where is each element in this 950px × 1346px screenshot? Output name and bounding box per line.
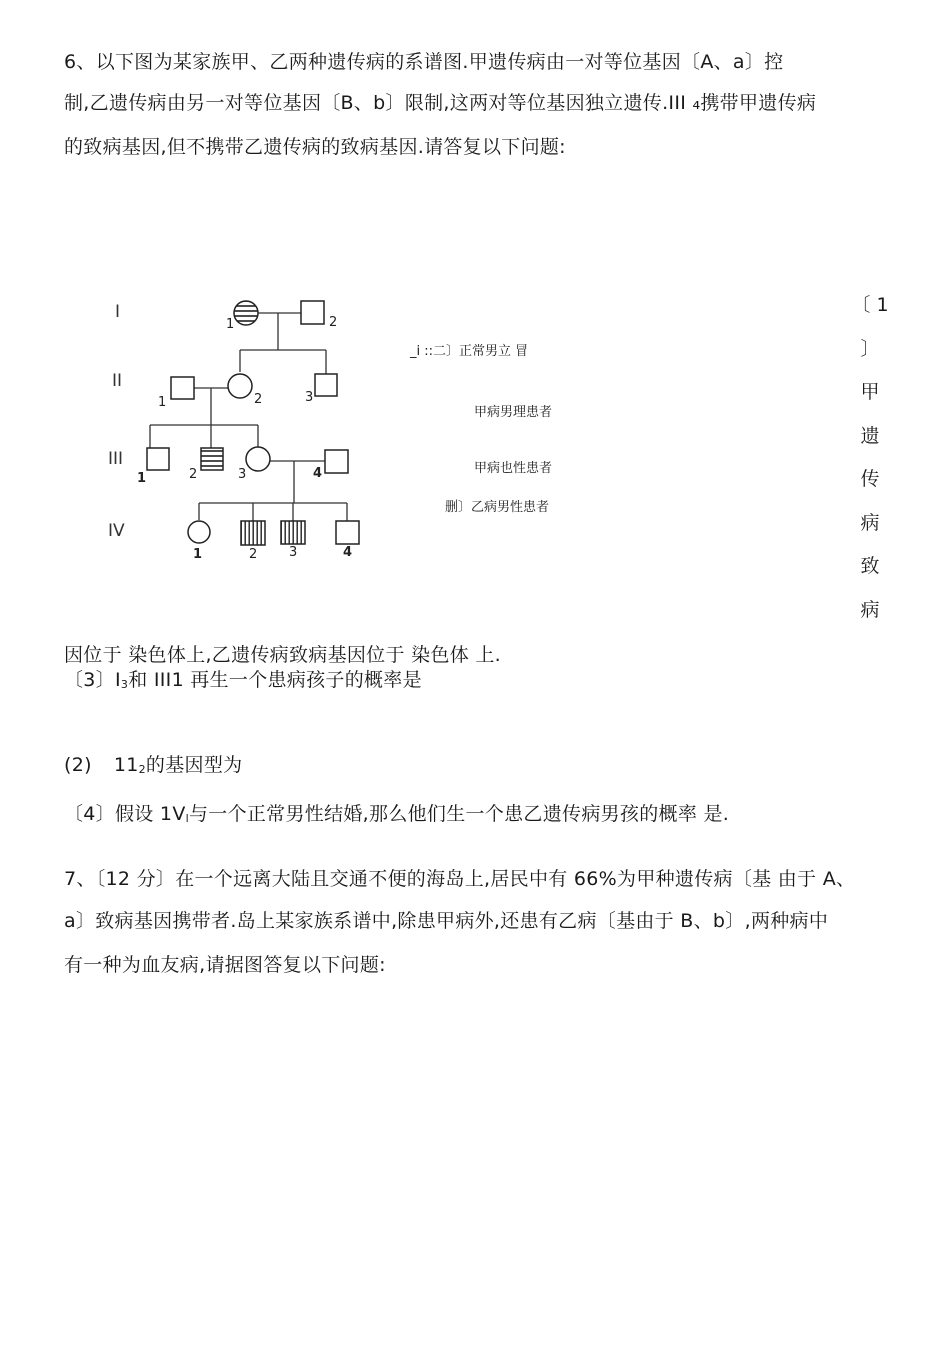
legend-normal: _i ::二〕正常男立 冒 xyxy=(410,344,529,359)
side-char-5: 病 xyxy=(860,511,880,534)
gen-label-II: II xyxy=(112,371,123,391)
q3-line xyxy=(64,665,422,692)
II-3-male-normal xyxy=(315,374,337,396)
q7-line-1: 7、〔12 分〕在一个远离大陆且交通不便的海岛上,居民中有 66%为甲种遗传病〔基 由于 A、 xyxy=(64,868,856,890)
q2-label: (2) xyxy=(64,754,92,776)
side-char-3: 遗 xyxy=(860,424,880,447)
q6-line-2: 制,乙遗传病由另一对等位基因〔B、b〕限制,这两对等位基因独立遗传.III ₄携带甲遗传病 xyxy=(64,92,817,114)
III-1-male-normal xyxy=(147,448,169,470)
label-III-4: 4 xyxy=(313,466,323,481)
legend-female-a: 甲病也性患者 xyxy=(474,461,553,476)
side-char-1: 〔 1 xyxy=(851,294,889,316)
label-IV-4: 4 xyxy=(343,545,353,560)
q3-sub: 3 xyxy=(120,678,129,691)
side-char-2: 〕 甲 xyxy=(860,337,880,403)
label-II-1: 1 xyxy=(158,395,167,410)
q4-rest: 与一个正常男性结婚,那么他们生一个患乙遗传病男孩的概率 是. xyxy=(188,803,730,825)
label-III-1: 1 xyxy=(137,471,147,486)
II-1-male-normal xyxy=(171,377,194,399)
label-II-3: 3 xyxy=(305,390,314,405)
q3-prefix: 〔3〕I xyxy=(64,669,121,691)
answer-line-1: 因位于 染色体上,乙遗传病致病基因位于 染色体 上. xyxy=(64,644,501,666)
legend-male-a: 甲病男理患者 xyxy=(474,405,553,420)
label-II-2: 2 xyxy=(254,392,263,407)
gen-label-IV: IV xyxy=(108,521,125,541)
q6-line-1: 6、以下图为某家族甲、乙两种遗传病的系谱图.甲遗传病由一对等位基因〔A、a〕控 xyxy=(64,51,784,73)
IV-3-male-affected-b xyxy=(281,521,305,544)
IV-1-female-normal xyxy=(188,521,210,543)
IV-4-male-normal xyxy=(336,521,359,544)
q2-rest: 的基因型为 xyxy=(145,754,243,776)
q4-sub: l xyxy=(185,812,189,825)
I-2-male-normal xyxy=(301,301,324,324)
label-III-3: 3 xyxy=(238,467,247,482)
gen-label-III: III xyxy=(108,449,124,469)
IV-2-male-affected-b xyxy=(241,521,265,545)
label-I-2: 2 xyxy=(329,315,338,330)
q3-rest: 和 III1 再生一个患病孩子的概率是 xyxy=(128,669,422,691)
side-char-7: 病 xyxy=(860,598,880,621)
label-IV-2: 2 xyxy=(249,547,258,562)
q6-line-3: 的致病基因,但不携带乙遗传病的致病基因.请答复以下问题: xyxy=(64,136,566,158)
q7-line-2: a〕致病基因携带者.岛上某家族系谱中,除患甲病外,还患有乙病〔基由于 B、b〕,两种病中 xyxy=(64,910,829,932)
label-III-2: 2 xyxy=(189,467,198,482)
label-IV-3: 3 xyxy=(289,545,298,560)
legend-male-b: 删〕乙病男性患者 xyxy=(445,500,550,515)
II-2-female-normal xyxy=(228,374,252,398)
I-1-female-affected-a xyxy=(234,301,258,325)
q7-line-3: 有一种为血友病,请据图答复以下问题: xyxy=(64,954,386,976)
III-4-male-normal xyxy=(325,450,348,473)
gen-label-I: I xyxy=(115,302,121,322)
III-2-male-affected-a xyxy=(201,448,223,470)
label-IV-1: 1 xyxy=(193,547,203,562)
q4-prefix: 〔4〕假设 1V xyxy=(64,803,186,825)
q2-line xyxy=(64,750,242,777)
q4-line xyxy=(64,799,729,826)
III-3-female-normal xyxy=(246,447,270,471)
side-char-6: 致 xyxy=(860,555,880,577)
q2-main: 11 xyxy=(113,754,139,776)
side-char-4: 传 xyxy=(860,468,880,490)
side-column xyxy=(850,284,890,632)
q2-sub: 2 xyxy=(138,763,146,776)
label-I-1: 1 xyxy=(226,317,235,332)
